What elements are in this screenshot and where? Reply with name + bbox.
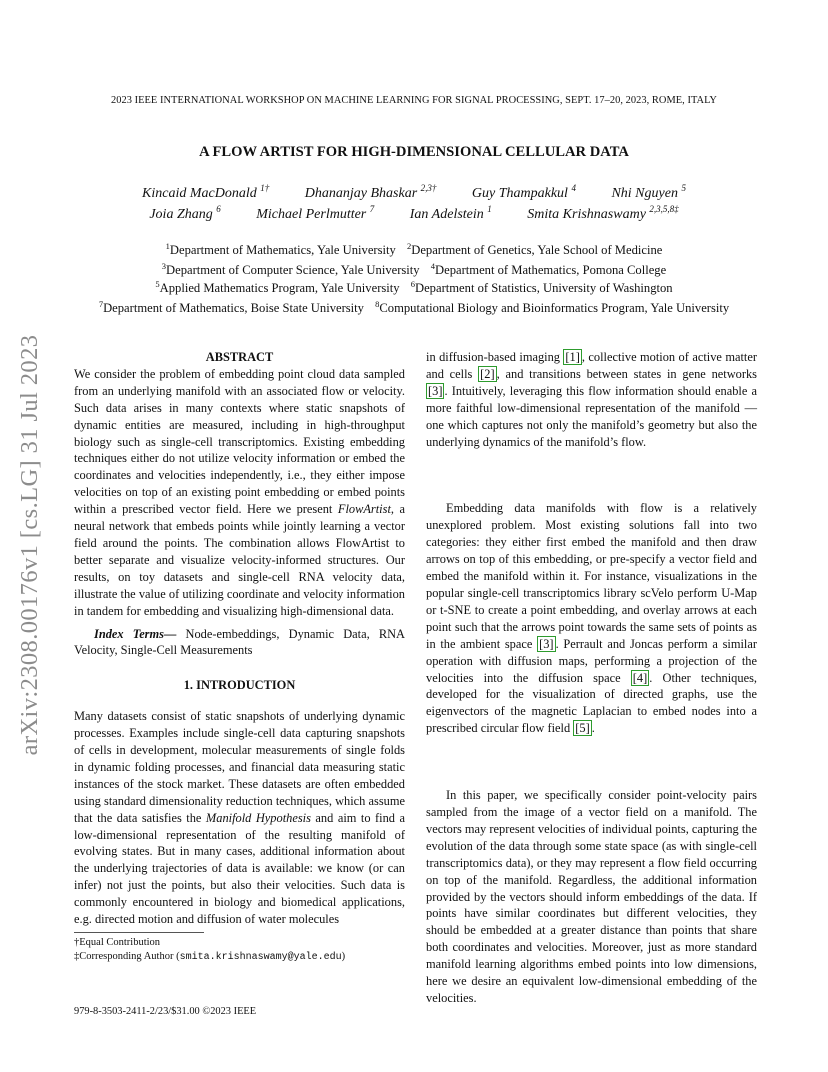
paper-title: A FLOW ARTIST FOR HIGH-DIMENSIONAL CELLULAR DATA	[199, 144, 629, 160]
intro-paragraph: Many datasets consist of static snapshots of underlying dynamic processes. Examples include single-cell data capturing snapshots of cells in development, molecular measurements of single folds in dynamic folding processes, and financial data measuring static instances of the stock market. These datasets are often embedded using standard dimensionality reduction techniques, which assume that the data satisfies the Manifold Hypothesis and aim to find a low-dimensional representation of the resulting manifold of evolving states. But in many cases, additional information about the underlying trajectories of data is available: we know (or can infer) not just the points, but also their velocities. Such data is commonly encountered in biology and biomedical applications, e.g. directed motion and diffusion of water molecules	[74, 709, 405, 927]
affiliation-row: $^7$Department of Mathematics, Boise State University $^8$Computational Biology and Bioinformatics Program, Yale University	[98, 299, 730, 316]
author: Guy Thampakkul $^4$	[471, 183, 576, 201]
author-row-1	[0, 183, 828, 202]
footnote-rule	[74, 932, 204, 933]
author: Nhi Nguyen $^5$	[611, 183, 686, 201]
copyright-line: 979-8-3503-2411-2/23/$31.00 ©2023 IEEE	[74, 1006, 257, 1017]
author-row-2	[0, 204, 828, 223]
footnote-corresponding: ‡Corresponding Author (smita.krishnaswamy@yale.edu)	[74, 951, 346, 963]
abstract-text: We consider the problem of embedding point cloud data sampled from an underlying manifold with an associated flow or velocity. Such data arises in many contexts where static snapshots of dynamic entities are measured, including in high-throughput biology such as single-cell transcriptomics. Existing embedding techniques either do not utilize velocity information or embed the coordinates and velocities independently, i.e., they either impose velocities on top of an existing point embedding or embed points within a prescribed vector field. Here we present FlowArtist, a neural network that embeds points while jointly learning a vector field around the points. The combination allows FlowArtist to better separate and visualize velocity-informed structures. Our results, on toy datasets and single-cell RNA velocity data, illustrate the value of utilizing coordinate and velocity information in tandem for embedding and visualizing high-dimensional data.	[74, 366, 405, 618]
paragraph: Embedding data manifolds with flow is a relatively unexplored problem. Most existing solutions fall into two categories: they either first embed the manifold and then draw arrows on top of this embedding, or pre-specify a vector field and embed the manifold within it. For instance, visualizations in the popular single-cell transcriptomics library scVelo perform U-Map or t-SNE to create a point embedding, and overlay arrows at each point such that the arrows point towards the same sets of points as in the ambient space [3] . Perrault and Joncas perform a similar operation with diffusion maps, performing a projection of the velocities into the diffusion space [4] . Other techniques, developed for the visualization of directed graphs, use the eigenvectors of the magnetic Laplacian to embed nodes into a prescribed circular flow field [5] .	[426, 501, 757, 736]
citation-link[interactable]: [3]	[428, 383, 443, 398]
citation-link[interactable]: [3]	[539, 636, 554, 651]
intro-heading: 1. INTRODUCTION	[183, 678, 296, 693]
author: Ian Adelstein $^1$	[409, 204, 492, 222]
author: Smita Krishnaswamy $^{2,3,5,8\ddagger}$	[527, 204, 679, 222]
author: Michael Perlmutter $^7$	[256, 204, 375, 222]
affiliation-row: $^3$Department of Computer Science, Yale University $^4$Department of Mathematics, Pomona College	[161, 261, 667, 278]
affiliation-row: $^1$Department of Mathematics, Yale University $^2$Department of Genetics, Yale School of Medicine	[165, 241, 663, 258]
arxiv-stamp-text: arXiv:2308.00176v1 [cs.LG] 31 Jul 2023	[16, 334, 43, 756]
index-terms: Index Terms— Node-embeddings, Dynamic Data, RNA Velocity, Single-Cell Measurements	[74, 626, 405, 658]
paragraph: In this paper, we specifically consider point-velocity pairs sampled from the image of a vector field on a manifold. The vectors may represent velocities of individual points, capturing the evolution of the data through some state space (as with single-cell transcriptomics data), or they may represent a flow field occurring on top of the manifold. Regardless, the additional information provided by the vectors should inform embeddings of the data. If points have similar coordinates but different velocities, they should be embedded at a greater distance than points that share both coordinates and velocities. Moreover, just as more standard manifold learning algorithms embed points into low dimensions, here we desire an equivalent low-dimensional embedding of the velocities.	[426, 788, 757, 1005]
conference-header: 2023 IEEE INTERNATIONAL WORKSHOP ON MACHINE LEARNING FOR SIGNAL PROCESSING, SEPT. 17–20, 2023, ROME, ITALY	[111, 95, 717, 106]
citation-link[interactable]: [5]	[575, 721, 590, 736]
paragraph: in diffusion-based imaging [1] , collective motion of active matter and cells [2] , and transitions between states in gene networks [3] . Intuitively, leveraging this flow information should enable a more faithful low-dimensional representation of the manifold — one which captures not only the manifold’s geometry but also the underlying dynamics of the manifold’s flow.	[426, 350, 757, 449]
citation-link[interactable]: [2]	[480, 366, 495, 381]
right-column	[426, 349, 757, 1007]
citation-link[interactable]: [1]	[565, 350, 580, 364]
citation-link[interactable]: [4]	[632, 670, 648, 685]
affiliation-row: $^5$Applied Mathematics Program, Yale University $^6$Department of Statistics, University of Washington	[155, 279, 673, 296]
author: Kincaid MacDonald $^{1\dagger}$	[142, 183, 270, 201]
author: Dhananjay Bhaskar $^{2,3\dagger}$	[304, 183, 437, 201]
abstract-heading: ABSTRACT	[205, 350, 274, 364]
left-column	[74, 349, 405, 965]
email-link[interactable]: smita.krishnaswamy@yale.edu	[179, 952, 342, 963]
footnote-equal: †Equal Contribution	[74, 937, 161, 948]
author: Joia Zhang $^6$	[149, 204, 221, 222]
